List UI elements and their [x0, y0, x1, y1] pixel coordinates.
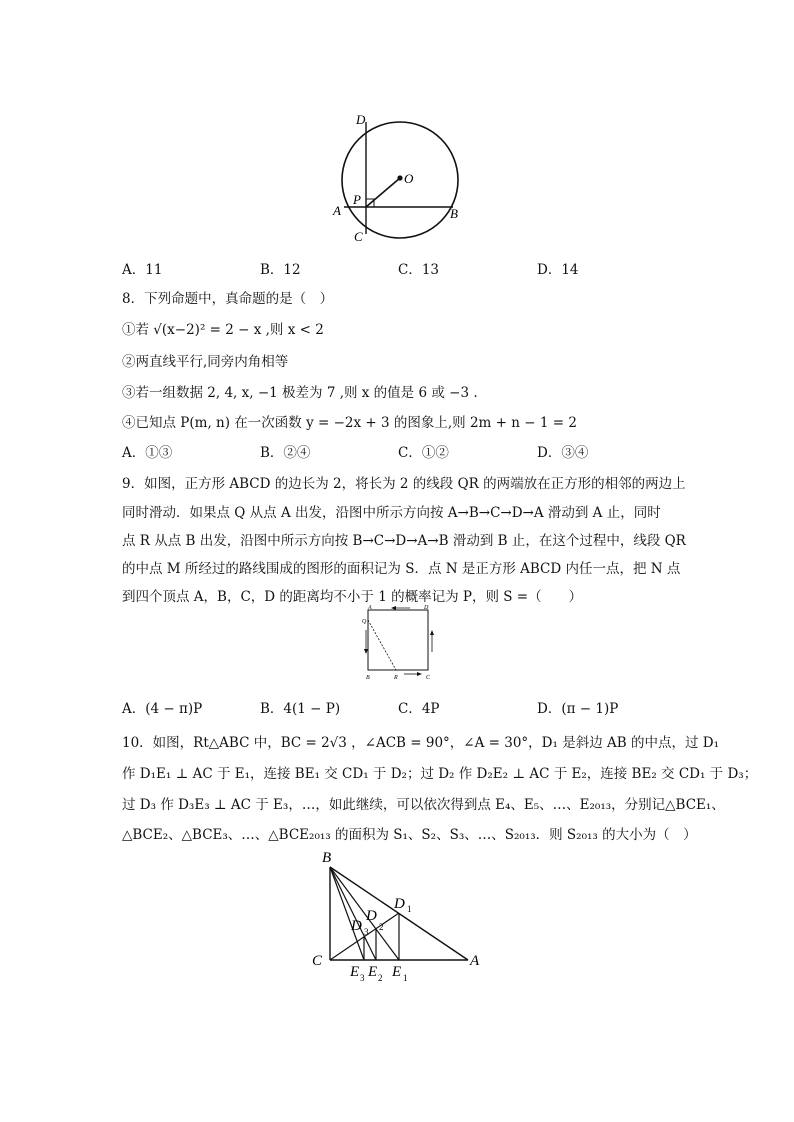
- label-c: C: [354, 229, 363, 244]
- q10-line-2: 作 D₁E₁ ⊥ AC 于 E₁，连接 BE₁ 交 CD₁ 于 D₂；过 D₂ 作 D₂E₂ ⊥ AC 于 E₂，连接 BE₂ 交 CD₁ 于 D₃；: [122, 766, 758, 782]
- q8-item-3: ③若一组数据 2, 4, x, −1 极差为 7 ,则 x 的值是 6 或 −3 .: [122, 385, 478, 401]
- label-d: D: [356, 112, 366, 127]
- tri-label-d1: D: [394, 896, 405, 912]
- sq-label-q: Q: [362, 619, 367, 625]
- q9-line-5: 到四个顶点 A，B，C，D 的距离均不小于 1 的概率记为 P，则 S =（ ）: [122, 589, 583, 605]
- triangle-figure: [308, 845, 498, 985]
- circle-figure: [330, 110, 470, 250]
- q9-option-d: D．(π − 1)P: [537, 701, 619, 717]
- tri-label-d1-sub: 1: [407, 904, 412, 914]
- sq-label-a: A: [368, 605, 372, 611]
- q8-item-4: ④已知点 P(m, n) 在一次函数 y = −2x + 3 的图象上,则 2m + n − 1 = 2: [122, 415, 577, 431]
- tri-label-c: C: [312, 953, 323, 969]
- q10-line-4: △BCE₂、△BCE₃、…、△BCE₂₀₁₃ 的面积为 S₁、S₂、S₃、…、S₂₀₁₃．则 S₂₀₁₃ 的大小为（ ）: [122, 827, 697, 843]
- q9-option-b: B．4(1 − P): [260, 701, 341, 717]
- q8-stem: 8．下列命题中，真命题的是（ ）: [122, 291, 334, 307]
- tri-label-a: A: [470, 953, 480, 969]
- q7-option-a: A．11: [122, 262, 163, 278]
- sq-label-b: B: [366, 675, 370, 681]
- sq-label-c: C: [426, 675, 431, 681]
- q7-option-c: C．13: [398, 262, 440, 278]
- q10-line-3: 过 D₃ 作 D₃E₃ ⊥ AC 于 E₃，…，如此继续，可以依次得到点 E₄、E₅、…、E₂₀₁₃，分别记△BCE₁、: [122, 797, 725, 813]
- tri-label-e1: E: [392, 964, 402, 980]
- tri-label-e2: E: [368, 964, 378, 980]
- q7-option-d: D．14: [537, 262, 579, 278]
- tri-label-e1-sub: 1: [403, 973, 408, 983]
- q9-line-2: 同时滑动．如果点 Q 从点 A 出发，沿图中所示方向按 A→B→C→D→A 滑动到 A 止，同时: [122, 505, 661, 521]
- tri-label-d2-sub: 2: [379, 922, 384, 932]
- square-figure: [358, 604, 438, 682]
- tri-label-d3: D: [351, 918, 362, 934]
- sq-label-d: D: [424, 605, 429, 611]
- tri-label-e3: E: [350, 964, 360, 980]
- label-p: P: [353, 192, 361, 207]
- q9-line-3: 点 R 从点 B 出发，沿图中所示方向按 B→C→D→A→B 滑动到 B 止，在这个过程中，线段 QR: [122, 533, 686, 549]
- tri-label-e2-sub: 2: [378, 973, 383, 983]
- q7-option-b: B．12: [260, 262, 301, 278]
- q8-option-b: B．②④: [260, 445, 311, 461]
- q8-item-2: ②两直线平行,同旁内角相等: [122, 354, 289, 370]
- q8-option-c: C．①②: [398, 445, 449, 461]
- tri-label-e3-sub: 3: [360, 973, 365, 983]
- q9-option-c: C．4P: [398, 701, 440, 717]
- label-o: O: [404, 171, 414, 186]
- q10-line-1: 10．如图，Rt△ABC 中，BC = 2√3 ，∠ACB = 90°，∠A = 30°，D₁ 是斜边 AB 的中点，过 D₁: [122, 735, 719, 751]
- q9-line-1: 9．如图，正方形 ABCD 的边长为 2，将长为 2 的线段 QR 的两端放在正方形的相邻的两边上: [122, 476, 686, 492]
- q9-line-4: 的中点 M 所经过的路线围成的图形的面积记为 S．点 N 是正方形 ABCD 内任一点，把 N 点: [122, 561, 681, 577]
- tri-label-d2: D: [366, 908, 377, 924]
- q8-option-a: A．①③: [122, 445, 173, 461]
- tri-label-b: B: [322, 850, 332, 866]
- q8-item-1: ①若 √(x−2)² = 2 − x ,则 x < 2: [122, 322, 324, 338]
- q8-option-d: D．③④: [537, 445, 589, 461]
- q9-option-a: A．(4 − π)P: [122, 701, 203, 717]
- label-a: A: [333, 203, 341, 218]
- sq-label-r: R: [394, 675, 398, 681]
- label-b: B: [450, 206, 458, 221]
- tri-label-d3-sub: 3: [364, 927, 369, 937]
